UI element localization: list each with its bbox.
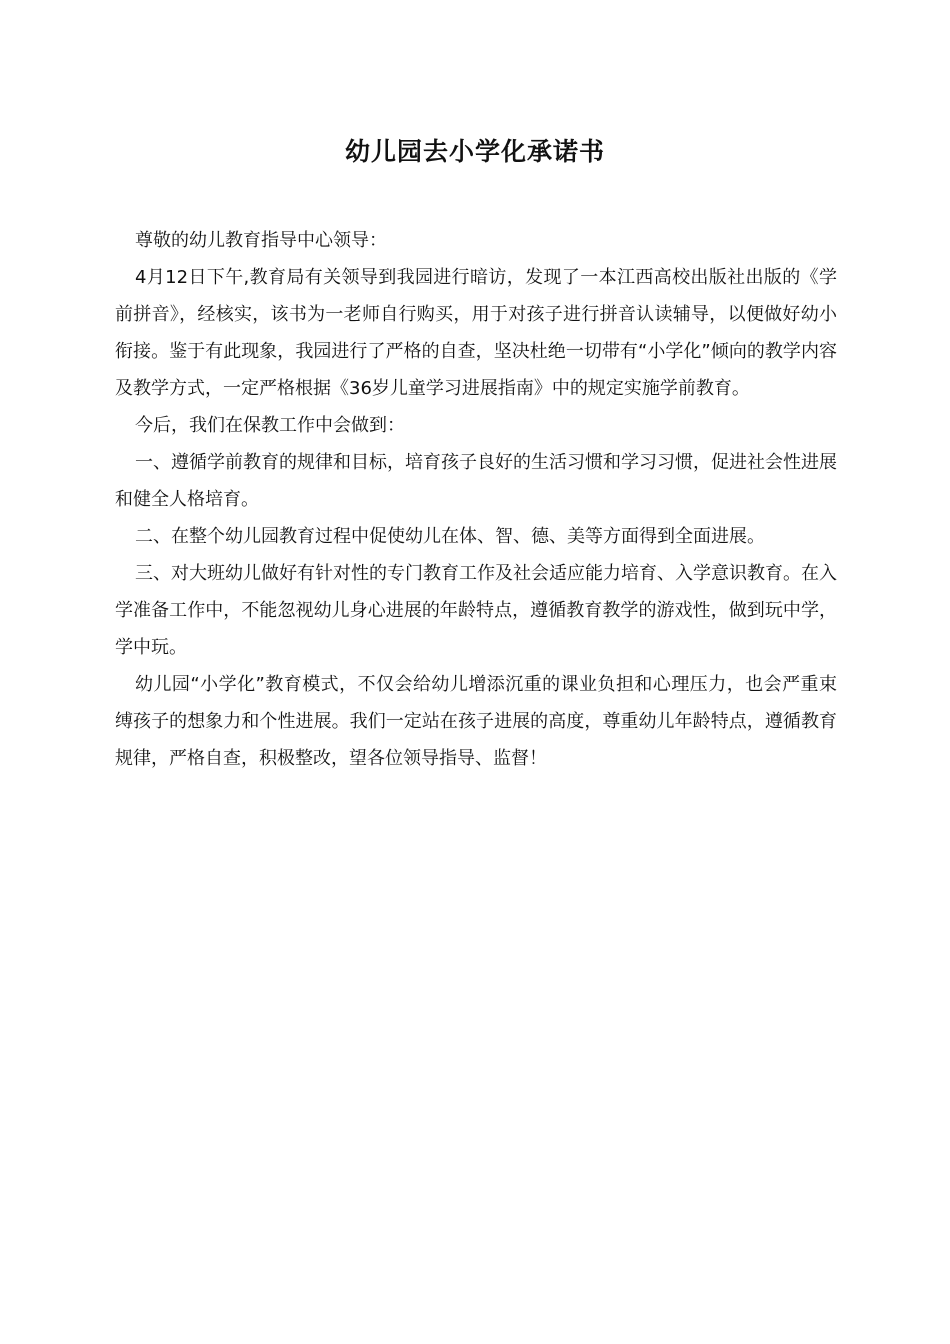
commitment-intro-paragraph: 今后，我们在保教工作中会做到：: [135, 415, 405, 436]
closing-paragraph: 幼儿园“小学化”教育模式，不仅会给幼儿增添沉重的课业负担和心理压力，也会严重束缚孩子的想象力和个性进展。我们一定站在孩子进展的高度，尊重幼儿年龄特点，遵循教育规律，严格自查，积极整改，望各位领导指导、监督！: [115, 674, 837, 769]
commitment-item-2: 二、在整个幼儿园教育过程中促使幼儿在体、智、德、美等方面得到全面进展。: [135, 526, 765, 547]
commitment-item-3: 三、对大班幼儿做好有针对性的专门教育工作及社会适应能力培育、入学意识教育。在入学准备工作中，不能忽视幼儿身心进展的年龄特点，遵循教育教学的游戏性，做到玩中学，学中玩。: [115, 563, 837, 658]
incident-paragraph: 4月12日下午,教育局有关领导到我园进行暗访，发现了一本江西高校出版社出版的《学前拼音》，经核实，该书为一老师自行购买，用于对孩子进行拼音认读辅导，以便做好幼小衔接。鉴于有此现象，我园进行了严格的自查，坚决杜绝一切带有“小学化”倾向的教学内容及教学方式，一定严格根据《36岁儿童学习进展指南》中的规定实施学前教育。: [115, 267, 837, 399]
salutation-paragraph: 尊敬的幼儿教育指导中心领导：: [135, 230, 387, 251]
commitment-item-1: 一、遵循学前教育的规律和目标，培育孩子良好的生活习惯和学习习惯，促进社会性进展和健全人格培育。: [115, 452, 837, 510]
document-title: 幼儿园去小学化承诺书: [344, 137, 605, 166]
document-body: [115, 222, 837, 777]
